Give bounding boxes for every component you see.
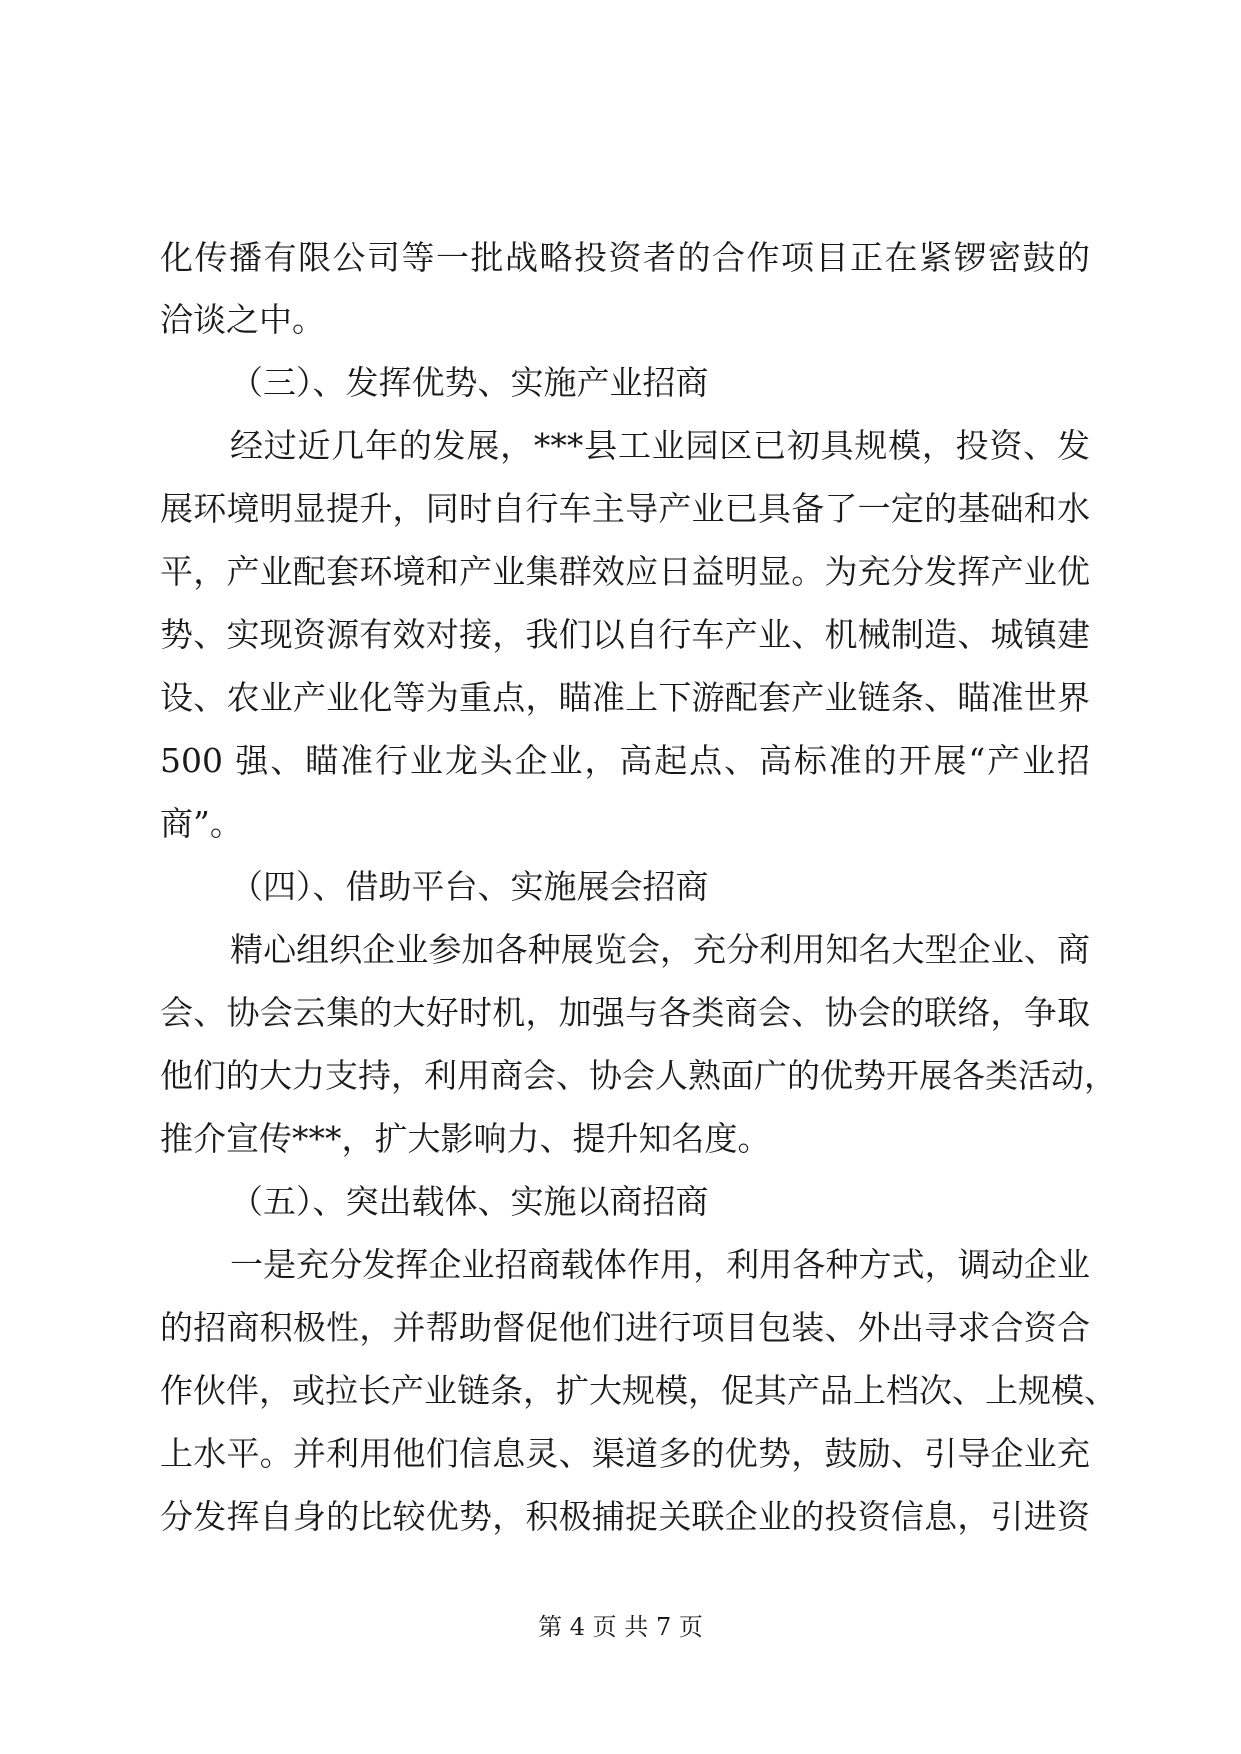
body-text-line: 设、农业产业化等为重点，瞄准上下游配套产业链条、瞄准世界 — [160, 678, 1090, 717]
body-text-line: 一是充分发挥企业招商载体作用，利用各种方式，调动企业 — [230, 1245, 1090, 1284]
body-text-line: 分发挥自身的比较优势，积极捕捉关联企业的投资信息，引进资 — [160, 1497, 1090, 1536]
body-text-line: 商”。 — [160, 804, 243, 843]
body-text-line: 作伙伴，或拉长产业链条，扩大规模，促其产品上档次、上规模、 — [160, 1371, 1117, 1410]
section-heading: （三）、发挥优势、实施产业招商 — [230, 363, 709, 402]
body-text-line: 经过近几年的发展，***县工业园区已初具规模，投资、发 — [230, 426, 1090, 465]
body-text-line: 势、实现资源有效对接，我们以自行车产业、机械制造、城镇建 — [160, 615, 1090, 654]
section-heading: （四）、借助平台、实施展会招商 — [230, 867, 709, 906]
body-text-line: 上水平。并利用他们信息灵、渠道多的优势，鼓励、引导企业充 — [160, 1434, 1090, 1473]
page-number-footer: 第 4 页 共 7 页 — [538, 1613, 703, 1641]
body-text-line: 洽谈之中。 — [160, 300, 325, 339]
body-text-line: 展环境明显提升，同时自行车主导产业已具备了一定的基础和水 — [160, 489, 1090, 528]
body-text-line: 化传播有限公司等一批战略投资者的合作项目正在紧锣密鼓的 — [160, 238, 1090, 277]
body-text-line: 的招商积极性，并帮助督促他们进行项目包装、外出寻求合资合 — [160, 1308, 1090, 1347]
body-text-line: 推介宣传***，扩大影响力、提升知名度。 — [160, 1119, 771, 1158]
section-heading: （五）、突出载体、实施以商招商 — [230, 1182, 709, 1221]
body-text-line: 精心组织企业参加各种展览会，充分利用知名大型企业、商 — [230, 930, 1090, 969]
body-text-line: 会、协会云集的大好时机，加强与各类商会、协会的联络，争取 — [160, 993, 1090, 1032]
body-text-line: 平，产业配套环境和产业集群效应日益明显。为充分发挥产业优 — [160, 552, 1090, 591]
body-text-line: 500 强、瞄准行业龙头企业，高起点、高标准的开展“产业招 — [160, 741, 1090, 780]
body-text-line: 他们的大力支持，利用商会、协会人熟面广的优势开展各类活动， — [160, 1056, 1117, 1095]
